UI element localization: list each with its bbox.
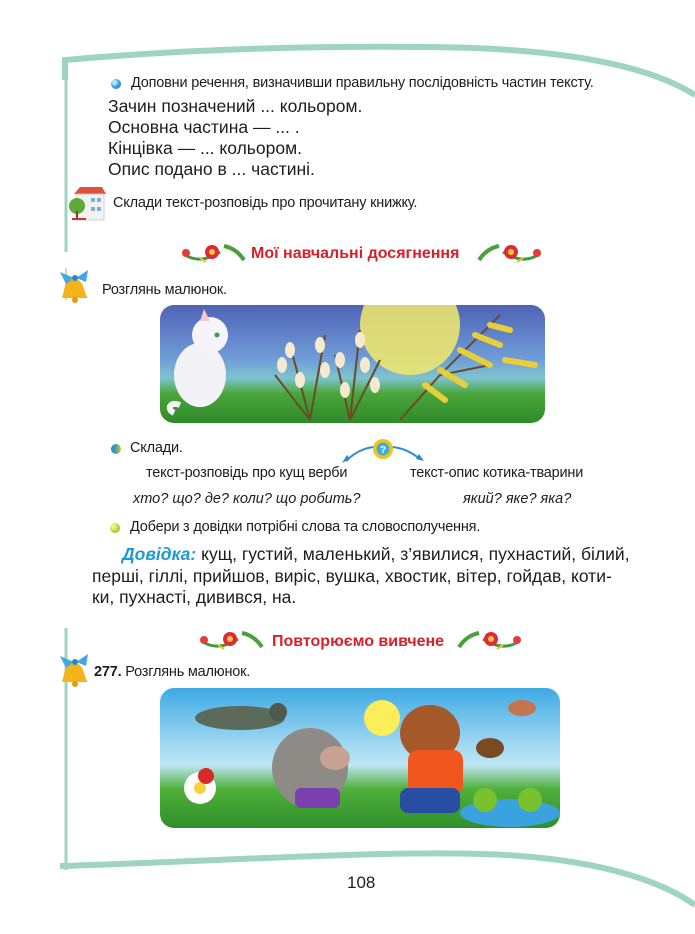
option-narrative-willow: текст-розповідь про кущ верби — [146, 465, 348, 481]
reference-line-1: кущ, густий, маленький, з’явилися, пухнастий, білий, — [196, 544, 630, 564]
questions-description: який? яке? яка? — [463, 491, 572, 507]
house-icon — [66, 184, 108, 222]
folk-ornament-left-icon — [198, 629, 266, 651]
task-number: 277. — [94, 664, 122, 680]
option-description-kitten: текст-опис котика-тварини — [410, 465, 584, 481]
questions-narrative: хто? що? де? коли? що робить? — [133, 491, 361, 507]
task-look-at-picture: Розглянь малюнок. — [102, 282, 227, 298]
willow-and-kitten-picture — [160, 305, 545, 423]
reference-line-2: перші, гіллі, прийшов, виріс, вушка, хвостик, вітер, гойдав, коти- — [92, 565, 612, 586]
forest-animals-picture — [160, 688, 560, 828]
section-title-achievements: Мої навчальні досягнення — [251, 245, 460, 262]
compose-label: Склади. — [130, 440, 183, 456]
illustration-forest-animals — [160, 688, 560, 828]
page-number: 108 — [347, 873, 376, 892]
sentence-2: Основна частина — ... . — [108, 117, 300, 137]
question-flower-icon — [338, 437, 428, 467]
reference-block — [92, 544, 652, 609]
task-277 — [94, 664, 250, 680]
reference-label: Довідка: — [122, 544, 197, 564]
green-dot-icon — [110, 523, 120, 533]
section-title-review: Повторюємо вивчене — [272, 633, 445, 650]
illustration-willow-kitten — [160, 305, 545, 423]
reference-line-3: ки, пухнасті, дивився, на. — [92, 587, 297, 607]
folk-ornament-left-icon — [180, 242, 248, 264]
sentence-4: Опис подано в ... частині. — [108, 159, 315, 179]
blue-dot-icon — [111, 79, 121, 89]
folk-ornament-right-icon — [455, 629, 523, 651]
bell-icon — [54, 650, 96, 688]
task-277-text: Розглянь малюнок. — [121, 664, 251, 680]
choose-words-instruction: Добери з довідки потрібні слова та словосполучення. — [130, 519, 481, 535]
bell-icon — [54, 266, 96, 304]
instruction-fill-sentences: Доповни речення, визначивши правильну послідовність частин тексту. — [131, 75, 594, 91]
sentence-1: Зачин позначений ... кольором. — [108, 96, 363, 116]
sentence-3: Кінцівка — ... кольором. — [108, 138, 303, 158]
svg-text:?: ? — [379, 445, 387, 456]
gradient-dot-icon — [111, 444, 121, 454]
folk-ornament-right-icon — [475, 242, 543, 264]
homework-text: Склади текст-розповідь про прочитану книжку. — [113, 195, 418, 211]
